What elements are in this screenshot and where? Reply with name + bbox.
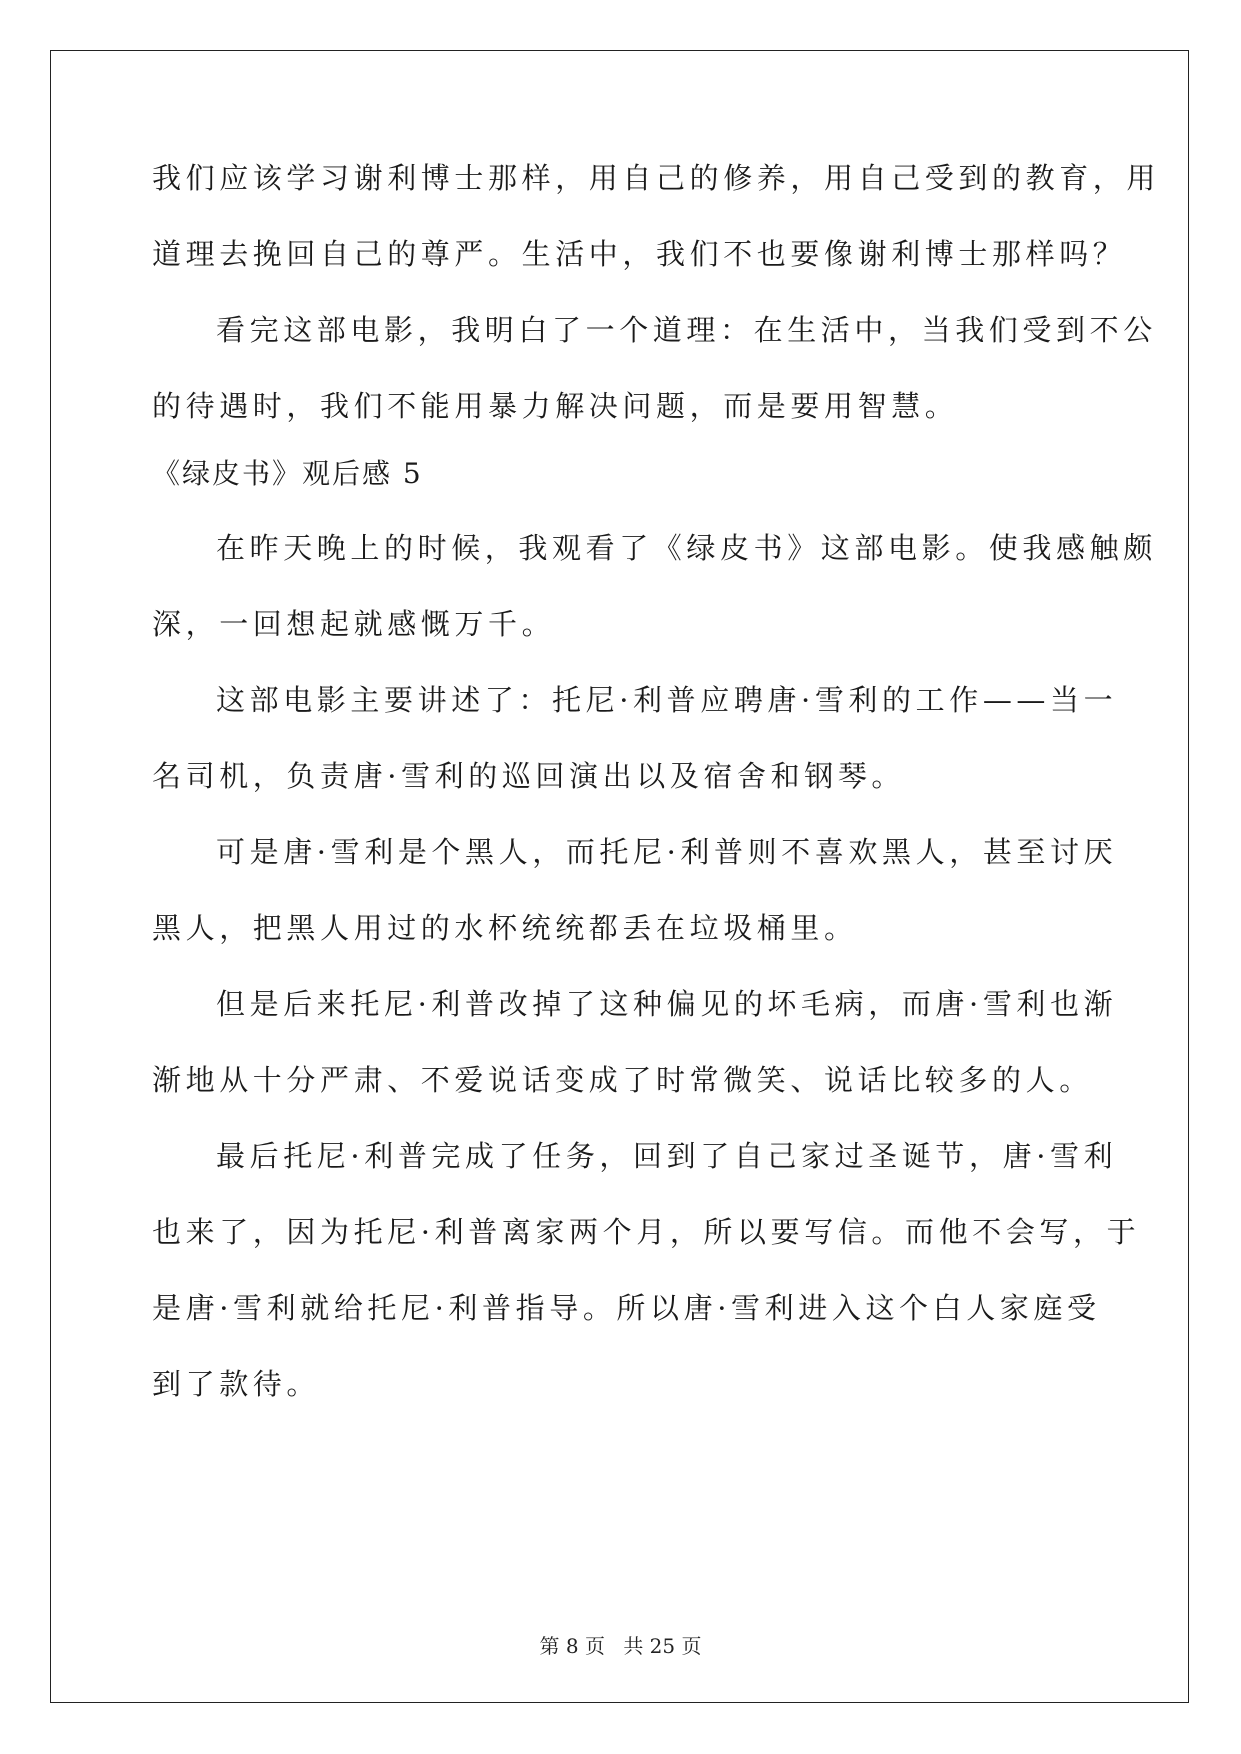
page-number: 第 8 页 [539,1634,605,1658]
section-heading: 《绿皮书》观后感 5 [152,457,423,490]
text-line: 名司机，负责唐·雪利的巡回演出以及宿舍和钢琴。 [152,759,906,793]
text-line: 最后托尼·利普完成了任务，回到了自己家过圣诞节，唐·雪利 [216,1139,1118,1173]
text-line: 道理去挽回自己的尊严。生活中，我们不也要像谢利博士那样吗？ [152,237,1127,271]
text-line: 在昨天晚上的时候，我观看了《绿皮书》这部电影。使我感触颇 [216,531,1157,565]
text-line: 是唐·雪利就给托尼·利普指导。所以唐·雪利进入这个白人家庭受 [152,1291,1101,1325]
page-border [50,50,1189,1703]
page-footer [0,1630,1241,1659]
text-line: 渐地从十分严肃、不爱说话变成了时常微笑、说话比较多的人。 [152,1063,1093,1097]
page-total: 共 25 页 [623,1634,702,1658]
text-line: 这部电影主要讲述了：托尼·利普应聘唐·雪利的工作——当一 [216,683,1118,717]
text-line: 黑人，把黑人用过的水杯统统都丢在垃圾桶里。 [152,911,858,945]
text-line: 可是唐·雪利是个黑人，而托尼·利普则不喜欢黑人，甚至讨厌 [216,835,1118,869]
text-line: 但是后来托尼·利普改掉了这种偏见的坏毛病，而唐·雪利也渐 [216,987,1118,1021]
text-line: 的待遇时，我们不能用暴力解决问题，而是要用智慧。 [152,389,959,423]
text-line: 我们应该学习谢利博士那样，用自己的修养，用自己受到的教育，用 [152,161,1161,195]
text-line: 深，一回想起就感慨万千。 [152,607,556,641]
text-line: 看完这部电影，我明白了一个道理：在生活中，当我们受到不公 [216,313,1157,347]
text-line: 到了款待。 [152,1367,321,1401]
text-line: 也来了，因为托尼·利普离家两个月，所以要写信。而他不会写，于 [152,1215,1141,1249]
